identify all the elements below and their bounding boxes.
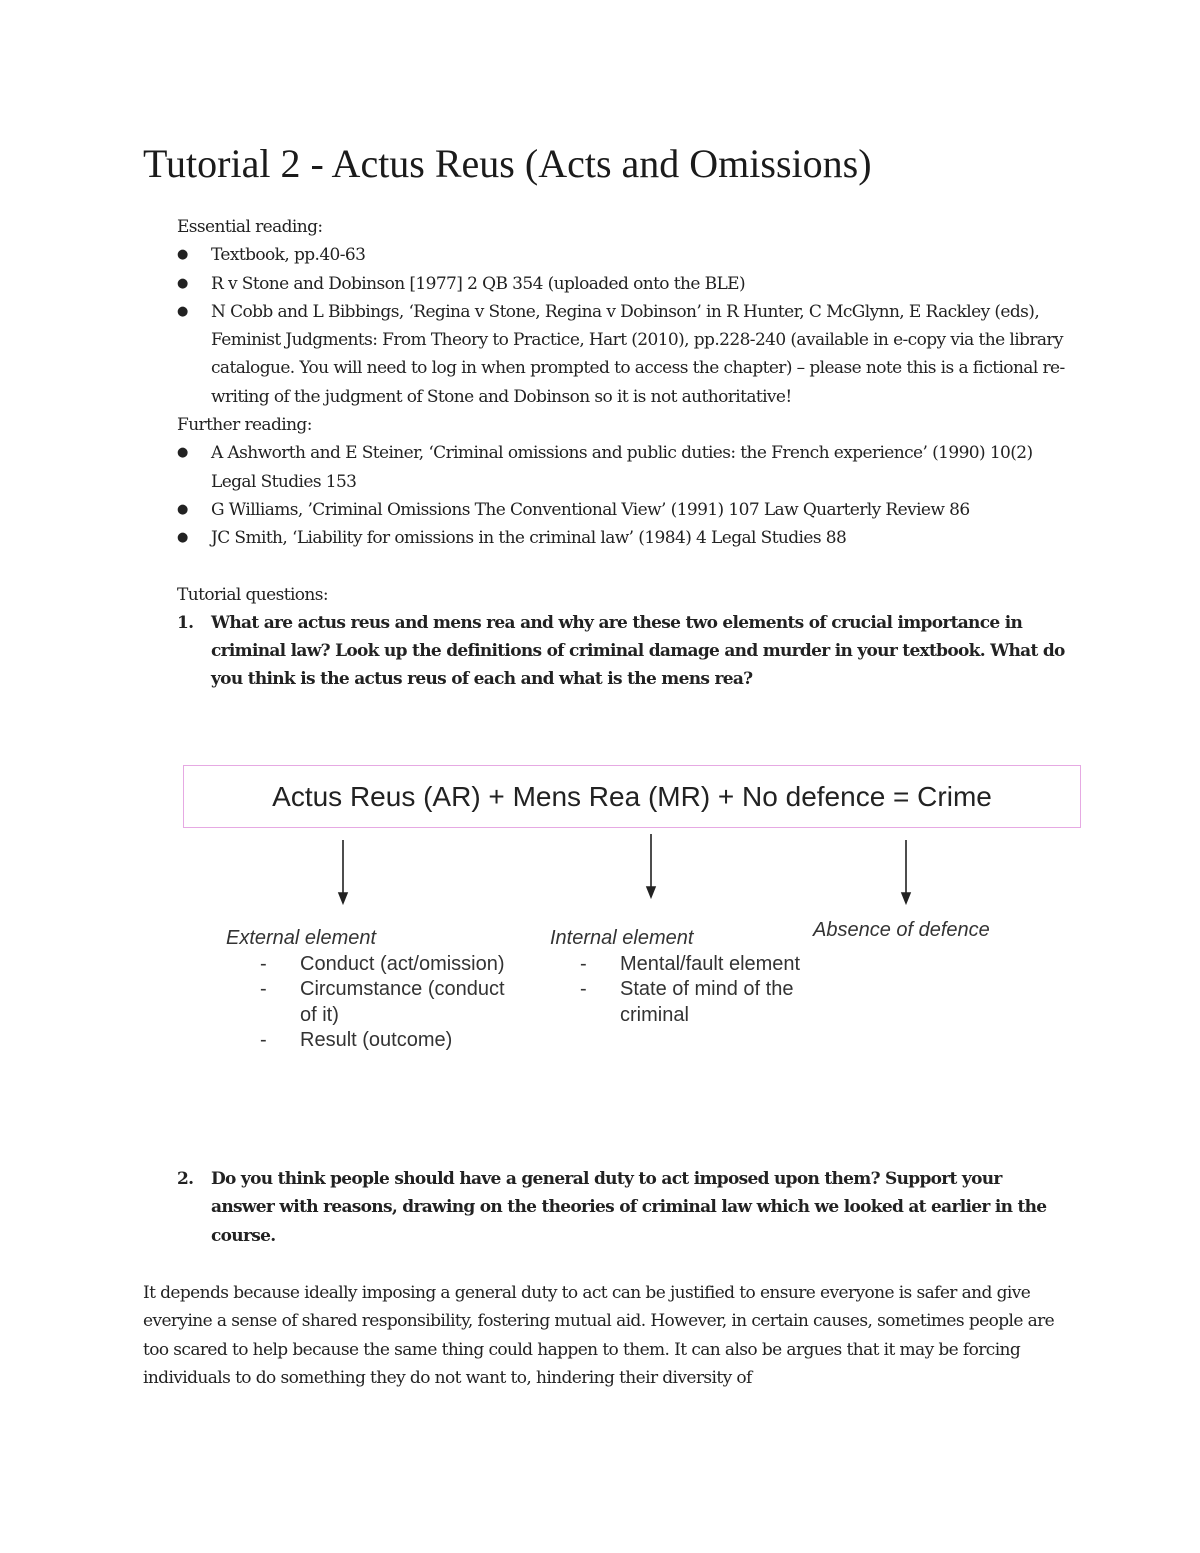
internal-element-item: - State of mind of the criminal: [574, 977, 834, 1028]
essential-reading-item: ● N Cobb and L Bibbings, ‘Regina v Stone, Regina v Dobinson’ in R Hunter, C McGlynn, E Rackley (eds), Feminist Judgments: From Theory to Practice, Hart (2010), pp.228-240 (available in e-copy via the library catalogue. You will need to log in when prompted to access the chapter) – please note this is a fictional re-writing of the judgment of Stone and Dobinson so it is not authoritative!: [177, 298, 1067, 411]
question-text: What are actus reus and mens rea and why are these two elements of crucial importance in criminal law? Look up the definitions of criminal damage and murder in your textbook. What do you think is the actus reus of each and what is the mens rea?: [211, 612, 1065, 690]
external-element-item: - Conduct (act/omission): [254, 952, 514, 978]
external-element-heading: External element: [226, 927, 377, 949]
absence-of-defence-heading: Absence of defence: [813, 919, 990, 941]
answer-paragraph: It depends because ideally imposing a general duty to act can be justified to ensure everyone is safer and give everyine a sense of shared responsibility, fostering mutual aid. However, in certain causes, sometimes people are too scared to help because the same thing could happen to them. It can also be argues that it may be forcing individuals to do something they do not want to, hindering their diversity of: [143, 1283, 1055, 1388]
external-element-list: [226, 952, 505, 1054]
formula-text: Actus Reus (AR) + Mens Rea (MR) + No defence = Crime: [272, 780, 992, 812]
further-reading-item: ● A Ashworth and E Steiner, ‘Criminal omissions and public duties: the French experience’ (1990) 10(2) Legal Studies 153: [177, 439, 1067, 496]
arrowhead-external: [339, 893, 347, 903]
question-text: Do you think people should have a general duty to act imposed upon them? Support your answer with reasons, drawing on the theories of criminal law which we looked at earlier in the course.: [211, 1169, 1047, 1246]
essential-reading-item: ● R v Stone and Dobinson [1977] 2 QB 354 (uploaded onto the BLE): [177, 270, 1067, 298]
question-list: [177, 1165, 1067, 1250]
tutorial-questions-label: Tutorial questions:: [177, 584, 329, 605]
internal-element-item: - Mental/fault element: [574, 952, 834, 978]
external-element-item: - Result (outcome): [254, 1028, 514, 1054]
internal-element-column: [550, 926, 810, 1028]
internal-element-heading: Internal element: [550, 927, 694, 949]
question-item: [177, 1165, 1067, 1250]
question-two-block: [177, 1165, 1067, 1250]
further-reading-item: ● JC Smith, ‘Liability for omissions in the criminal law’ (1984) 4 Legal Studies 88: [177, 524, 1067, 552]
further-reading-item: ● G Williams, ’Criminal Omissions The Conventional View’ (1991) 107 Law Quarterly Review 86: [177, 496, 1067, 524]
question-number: 1.: [177, 612, 194, 633]
absence-of-defence-column: [813, 918, 1053, 944]
external-element-item: - Circumstance (conduct of it): [254, 977, 514, 1028]
essential-reading-label: Essential reading:: [177, 217, 323, 237]
page-title: Tutorial 2 - Actus Reus (Acts and Omissions): [143, 141, 872, 186]
further-reading-label: Further reading:: [177, 415, 312, 436]
essential-reading-item: ● Textbook, pp.40-63: [177, 241, 1067, 269]
arrowhead-internal: [647, 887, 655, 897]
external-element-column: [226, 926, 505, 1054]
internal-element-list: [550, 952, 810, 1029]
arrowhead-absence: [902, 893, 910, 903]
question-number: 2.: [177, 1169, 194, 1189]
